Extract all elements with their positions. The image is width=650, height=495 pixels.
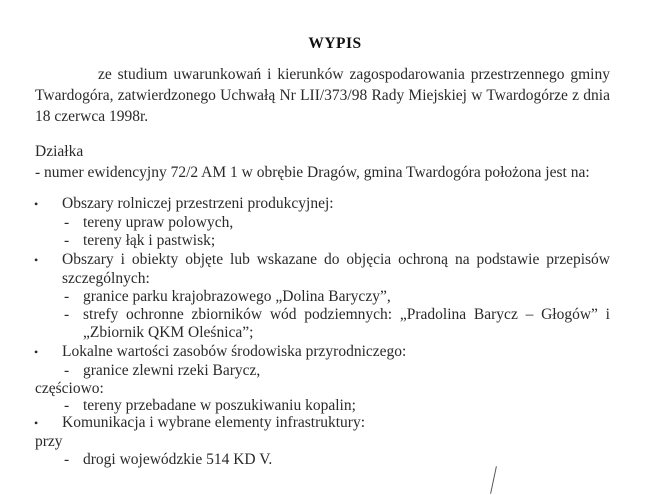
- section-2-heading-line-2: szczególnych:: [62, 270, 150, 287]
- list-item: strefy ochronne zbiorników wód podziemnych: „Pradolina Barycz – Głogów” i: [83, 306, 610, 323]
- section-3-heading: Lokalne wartości zasobów środowiska przyrodniczego:: [62, 343, 407, 360]
- intro-line-2: Twardogóra, zatwierdzonego Uchwałą Nr LII/373/98 Rady Miejskiej w Twardogórze z dnia: [35, 87, 610, 104]
- list-item: tereny przebadane w poszukiwaniu kopalin;: [83, 397, 356, 414]
- section-4-qualifier: przy: [35, 433, 63, 450]
- parcel-label: Działka: [35, 143, 84, 160]
- intro-line-1: ze studium uwarunkowań i kierunków zagospodarowania przestrzennego gminy: [98, 66, 610, 83]
- bullet-icon: •: [34, 253, 39, 267]
- section-2-heading-line-1: Obszary i obiekty objęte lub wskazane do objęcia ochroną na podstawie przepisów: [62, 251, 610, 268]
- dash-icon: -: [64, 214, 70, 231]
- list-item: granice parku krajobrazowego „Dolina Baryczy”,: [83, 288, 391, 305]
- document-title: WYPIS: [308, 35, 362, 52]
- dash-icon: -: [64, 397, 70, 414]
- dash-icon: -: [64, 362, 70, 379]
- section-1-heading: Obszary rolniczej przestrzeni produkcyjnej:: [62, 195, 334, 212]
- bullet-icon: •: [34, 197, 39, 211]
- dash-icon: -: [64, 306, 70, 323]
- section-4-heading: Komunikacja i wybrane elementy infrastruktury:: [62, 414, 366, 431]
- dash-icon: -: [64, 232, 70, 249]
- list-item: granice zlewni rzeki Barycz,: [83, 362, 261, 379]
- list-item: tereny upraw polowych,: [83, 214, 234, 231]
- section-3-qualifier: częściowo:: [35, 380, 104, 397]
- pen-stroke-mark: [490, 466, 497, 494]
- parcel-description: - numer ewidencyjny 72/2 AM 1 w obrębie Dragów, gmina Twardogóra położona jest na:: [35, 164, 590, 181]
- bullet-icon: •: [34, 345, 39, 359]
- dash-icon: -: [64, 288, 70, 305]
- dash-icon: -: [64, 451, 70, 468]
- list-item: tereny łąk i pastwisk;: [83, 232, 216, 249]
- list-item-continuation: „Zbiornik QKM Oleśnica”;: [83, 324, 254, 341]
- intro-line-3: 18 czerwca 1998r.: [35, 108, 149, 125]
- bullet-icon: •: [34, 416, 39, 430]
- list-item: drogi wojewódzkie 514 KD V.: [83, 451, 273, 468]
